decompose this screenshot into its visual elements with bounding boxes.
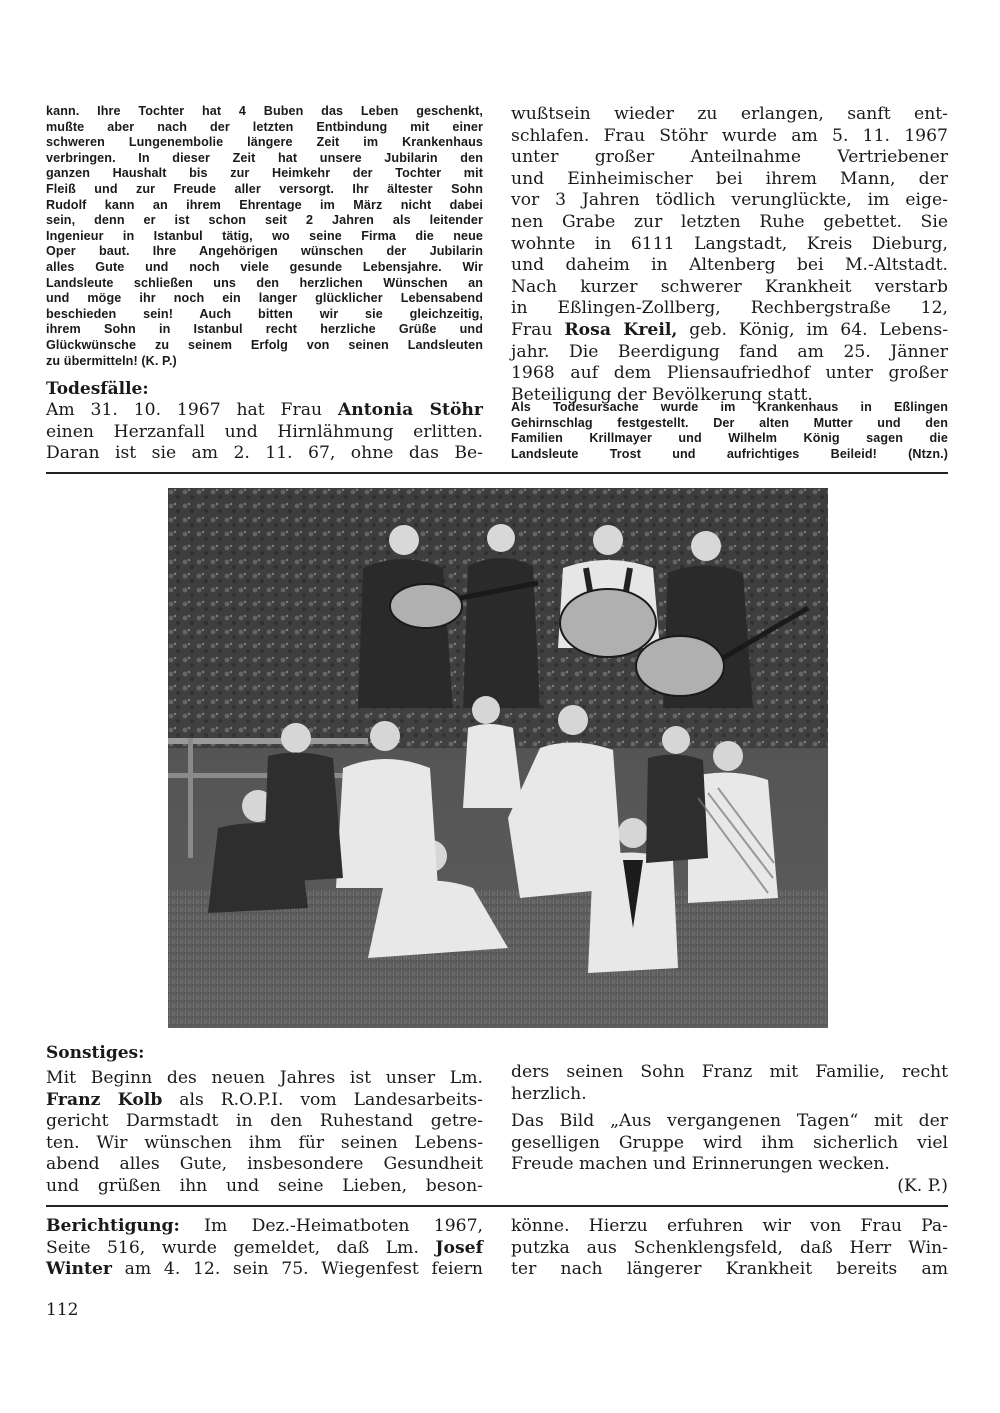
text-line: sein, denn er ist schon seit 2 Jahren als leitender [46,213,483,228]
person-name: Winter [46,1259,112,1280]
heading-todesfaelle: Todesfälle: [46,379,149,399]
person-name: Rosa Kreil, [564,319,678,340]
page-number: 112 [46,1300,79,1320]
text-line: Familien Krillmayer und Wilhelm König sagen die [511,431,948,446]
text-line: Frau Rosa Kreil, geb. König, im 64. Lebens- [511,319,948,340]
text-line: Ingenieur in Istanbul tätig, wo seine Firma die neue [46,228,483,243]
text-line: beschieden sein! Auch bitten wir sie gleichzeitig, [46,306,483,321]
group-photo-image [168,488,828,1028]
text-line: ganzen Haushalt bis zur Heimkehr der Tochter mit [46,166,483,181]
text-line: herzlich. [511,1083,587,1104]
divider-top [46,472,948,474]
text-line: geselligen Gruppe wird ihm sicherlich viel [511,1132,948,1153]
text-line: Franz Kolb als R.O.P.I. vom Landesarbeits- [46,1089,483,1110]
text-line: Freude machen und Erinnerungen wecken. [511,1154,890,1175]
text-line: 1968 auf dem Pliensaufriedhof unter großer [511,363,948,384]
text-line: Daran ist sie am 2. 11. 67, ohne das Be- [46,443,483,464]
text-line: unter großer Anteilnahme Vertriebener [511,147,948,168]
text-line: Am 31. 10. 1967 hat Frau Antonia Stöhr [46,400,483,420]
text-line: Rudolf kann an ihrem Ehrentage im März nicht dabei [46,197,483,212]
person-name: Antonia Stöhr [337,400,483,420]
text-line: in Eßlingen-Zollberg, Rechbergstraße 12, [511,298,948,319]
text-line: jahr. Die Beerdigung fand am 25. Jänner [511,341,948,362]
text-line: Oper baut. Ihre Angehörigen wünschen der Jubilarin [46,244,483,259]
text-line: ten. Wir wünschen ihm für seinen Lebens- [46,1132,483,1153]
text-line: ter nach längerer Krankheit bereits am [511,1259,948,1280]
text-line: schweren Lungenembolie längere Zeit im Krankenhaus [46,135,483,150]
col2-small-text [511,400,948,462]
text-line: Seite 516, wurde gemeldet, daß Lm. Josef [46,1237,483,1258]
text-line: nen Grabe zur letzten Ruhe gebettet. Sie [511,211,948,232]
text-line: Nach kurzer schwerer Krankheit verstarb [511,276,948,297]
col2-sonstiges-text [511,1062,948,1198]
text-line: schlafen. Frau Stöhr wurde am 5. 11. 1967 [511,125,948,146]
signature: (K. P.) [897,1175,948,1196]
col2-top-text [511,104,948,406]
text-line: ihrem Sohn in Istanbul recht herzliche Grüße und [46,322,483,337]
text-line: Beteiligung der Bevölkerung statt. [511,384,813,405]
text-line: könne. Hierzu erfuhren wir von Frau Pa- [511,1216,948,1236]
text-line: Glückwünsche zu seinem Erfolg von seinen Landsleuten [46,337,483,352]
text-line: Fleiß und zur Freude aller versorgt. Ihr ältester Sohn [46,181,483,196]
text-line: und grüßen ihn und seine Lieben, beson- [46,1175,483,1196]
text-line: einen Herzanfall und Hirnlähmung erlitten. [46,421,483,442]
text-line: Als Todesursache wurde im Krankenhaus in Eßlingen [511,400,948,414]
text-line: putzka aus Schenklengsfeld, daß Herr Win- [511,1237,948,1258]
text-line: Landsleute schließen uns den herzlichen Wünschen an [46,275,483,290]
text-line: ders seinen Sohn Franz mit Familie, recht [511,1062,948,1082]
text-line: Landsleute Trost und aufrichtiges Beileid! (Ntzn.) [511,446,948,461]
text-line: abend alles Gute, insbesondere Gesundheit [46,1154,483,1175]
text-line: wußtsein wieder zu erlangen, sanft ent- [511,104,948,124]
text-line: verbringen. In dieser Zeit hat unsere Jubilarin den [46,150,483,165]
person-name: Josef [435,1237,483,1258]
divider-bottom [46,1205,948,1207]
person-name: Franz Kolb [46,1089,163,1110]
text-line: zu übermitteln! (K. P.) [46,353,177,368]
group-photo [168,488,828,1028]
text-line: vor 3 Jahren tödlich verunglückte, im eige- [511,190,948,211]
text-line: Das Bild „Aus vergangenen Tagen“ mit der [511,1111,948,1132]
berichtigung-label: Berichtigung: [46,1216,180,1236]
text-line: und möge ihr noch ein langer glücklicher Lebensabend [46,291,483,306]
text-line: Winter am 4. 12. sein 75. Wiegenfest feiern [46,1259,483,1280]
text-line: alles Gute und noch viele gesunde Lebensjahre. Wir [46,259,483,274]
col1-berichtigung-text [46,1216,483,1281]
text-line: Gehirnschlag festgestellt. Der alten Mutter und den [511,415,948,430]
text-line: und Einheimischer bei ihrem Mann, der [511,168,948,189]
text-line: wohnte in 6111 Langstadt, Kreis Dieburg, [511,233,948,254]
col1-todesfaelle-text [46,400,483,465]
text-line: und daheim in Altenberg bei M.-Altstadt. [511,255,948,276]
text-line: kann. Ihre Tochter hat 4 Buben das Leben geschenkt, [46,104,483,118]
text-line: gericht Darmstadt in den Ruhestand getre- [46,1111,483,1132]
text-line: mußte aber nach der letzten Entbindung mit einer [46,119,483,134]
col1-small-text [46,104,483,369]
col2-berichtigung-text [511,1216,948,1281]
text-line: Berichtigung: Im Dez.-Heimatboten 1967, [46,1216,483,1236]
text-line: Mit Beginn des neuen Jahres ist unser Lm. [46,1068,483,1088]
heading-sonstiges: Sonstiges: [46,1043,145,1063]
col1-sonstiges-text [46,1068,483,1198]
